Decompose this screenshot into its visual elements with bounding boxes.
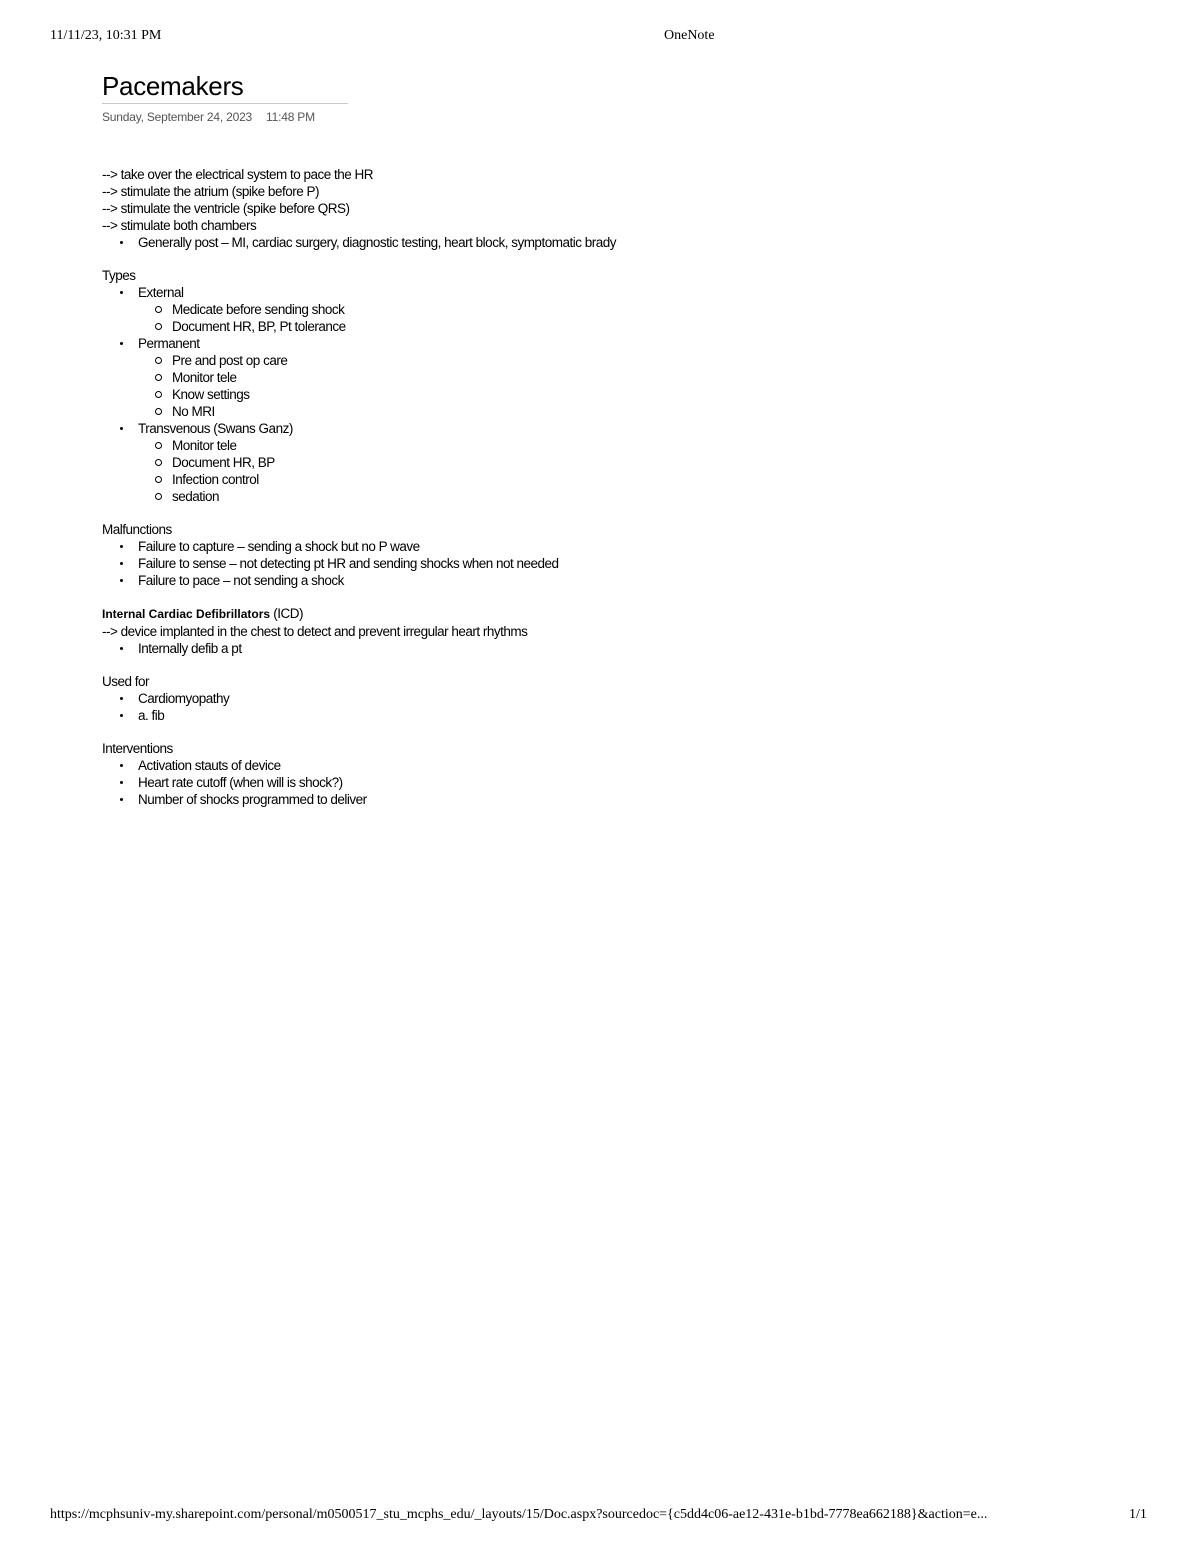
bullet-circle-icon [155, 459, 162, 466]
sublist-item [138, 437, 1102, 454]
intro-line: --> stimulate both chambers [102, 218, 257, 233]
icd-heading-rest: (ICD) [270, 606, 304, 621]
list-item-text: Medicate before sending shock [172, 302, 345, 317]
section-heading-types: Types [102, 268, 136, 283]
bullet-circle-icon [155, 476, 162, 483]
sublist-item [138, 488, 1102, 505]
bullet-dot-icon [120, 647, 123, 650]
list-item [102, 555, 1102, 572]
sublist [138, 352, 1102, 420]
list-item-text: Transvenous (Swans Ganz) [138, 421, 293, 436]
list-item-text: External [138, 285, 184, 300]
bullet-circle-icon [155, 306, 162, 313]
bullet-circle-icon [155, 357, 162, 364]
list-item [102, 234, 1102, 251]
list-item-text: Failure to sense – not detecting pt HR and sending shocks when not needed [138, 556, 559, 571]
bullet-dot-icon [120, 764, 123, 767]
sublist-item [138, 352, 1102, 369]
list-item [102, 707, 1102, 724]
list-item [102, 284, 1102, 335]
bullet-dot-icon [120, 241, 123, 244]
list-item-text: Failure to capture – sending a shock but no P wave [138, 539, 420, 554]
sublist-item [138, 386, 1102, 403]
section-heading-icd [102, 605, 1102, 623]
list-item [102, 690, 1102, 707]
bullet-dot-icon [120, 427, 123, 430]
notes-body [102, 166, 1102, 808]
list-item-text: Activation stauts of device [138, 758, 281, 773]
bullet-dot-icon [120, 291, 123, 294]
page-meta [102, 110, 1102, 124]
used-for-list [102, 690, 1102, 724]
sublist [138, 301, 1102, 335]
page-time: 11:48 PM [266, 110, 315, 124]
icd-line: --> device implanted in the chest to detect and prevent irregular heart rhythms [102, 624, 528, 639]
sublist-item [138, 471, 1102, 488]
list-item-text: Monitor tele [172, 438, 237, 453]
bullet-dot-icon [120, 579, 123, 582]
list-item-text: Infection control [172, 472, 259, 487]
list-item-text: Permanent [138, 336, 200, 351]
list-item [102, 774, 1102, 791]
sublist [138, 437, 1102, 505]
icd-list [102, 640, 1102, 657]
types-list [102, 284, 1102, 505]
list-item-text: Document HR, BP [172, 455, 275, 470]
page-date: Sunday, September 24, 2023 [102, 110, 253, 124]
page-count: 1/1 [1129, 1507, 1147, 1522]
section-heading-used-for: Used for [102, 674, 150, 689]
intro-line: --> stimulate the atrium (spike before P) [102, 184, 319, 199]
bullet-circle-icon [155, 408, 162, 415]
sublist-item [138, 301, 1102, 318]
list-item-text: a. fib [138, 708, 165, 723]
list-item-text: Cardiomyopathy [138, 691, 230, 706]
sublist-item [138, 369, 1102, 386]
intro-line: --> take over the electrical system to pace the HR [102, 167, 373, 182]
bullet-circle-icon [155, 442, 162, 449]
list-item [102, 640, 1102, 657]
list-item [102, 420, 1102, 505]
bullet-circle-icon [155, 374, 162, 381]
list-item [102, 335, 1102, 420]
title-underline [102, 103, 348, 104]
print-datetime: 11/11/23, 10:31 PM [50, 28, 162, 43]
sublist-item [138, 403, 1102, 420]
malfunctions-list [102, 538, 1102, 589]
page-content [102, 70, 1102, 808]
bullet-circle-icon [155, 391, 162, 398]
bullet-circle-icon [155, 323, 162, 330]
intro-bullets [102, 234, 1102, 251]
section-heading-interventions: Interventions [102, 741, 173, 756]
list-item-text: Pre and post op care [172, 353, 288, 368]
list-item [102, 791, 1102, 808]
list-item [102, 757, 1102, 774]
list-item-text: Internally defib a pt [138, 641, 242, 656]
list-item-text: Know settings [172, 387, 250, 402]
list-item [102, 572, 1102, 589]
list-item-text: Generally post – MI, cardiac surgery, diagnostic testing, heart block, symptomatic brady [138, 235, 616, 250]
list-item-text: Document HR, BP, Pt tolerance [172, 319, 346, 334]
bullet-dot-icon [120, 697, 123, 700]
list-item-text: Failure to pace – not sending a shock [138, 573, 344, 588]
list-item [102, 538, 1102, 555]
bullet-dot-icon [120, 714, 123, 717]
intro-line: --> stimulate the ventricle (spike before QRS) [102, 201, 350, 216]
list-item-text: Heart rate cutoff (when will is shock?) [138, 775, 343, 790]
print-header [0, 28, 1200, 48]
bullet-circle-icon [155, 493, 162, 500]
sublist-item [138, 318, 1102, 335]
bullet-dot-icon [120, 545, 123, 548]
list-item-text: Monitor tele [172, 370, 237, 385]
list-item-text: No MRI [172, 404, 215, 419]
bullet-dot-icon [120, 781, 123, 784]
list-item-text: sedation [172, 489, 220, 504]
print-app-name: OneNote [664, 28, 715, 43]
sublist-item [138, 454, 1102, 471]
bullet-dot-icon [120, 342, 123, 345]
print-footer [0, 1507, 1200, 1527]
section-heading-malfunctions: Malfunctions [102, 522, 172, 537]
bullet-dot-icon [120, 798, 123, 801]
print-url: https://mcphsuniv-my.sharepoint.com/personal/m0500517_stu_mcphs_edu/_layouts/15/Doc.aspx?sourcedoc={c5dd4c06-ae12-431e-b1bd-7778ea662188}&action=e... [50, 1507, 988, 1522]
icd-heading-bold: Internal Cardiac Defibrillators [102, 607, 271, 621]
list-item-text: Number of shocks programmed to deliver [138, 792, 367, 807]
bullet-dot-icon [120, 562, 123, 565]
page-title: Pacemakers [102, 71, 244, 101]
interventions-list [102, 757, 1102, 808]
